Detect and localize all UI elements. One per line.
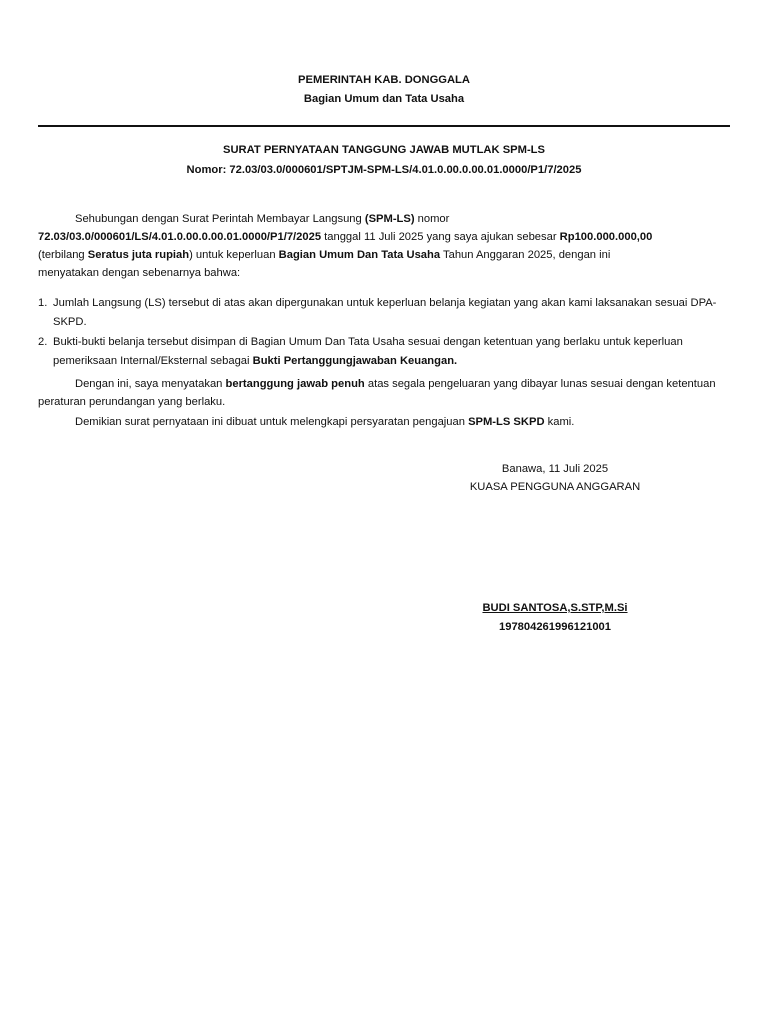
signature-role: KUASA PENGGUNA ANGGARAN [469, 481, 641, 493]
paragraph-intro [38, 210, 730, 282]
list-item: 2. Bukti-bukti belanja tersebut disimpan di Bagian Umum Dan Tata Usaha sesuai dengan ketentuan yang berlaku untuk keperluan pemeriksaan Internal/Eksternal sebagai Bukti Pertanggungjawaban Keuangan. [38, 336, 683, 367]
header-divider [38, 125, 730, 127]
intro-line-4: menyatakan dengan sebenarnya bahwa: [38, 267, 241, 279]
intro-line-1: Sehubungan dengan Surat Perintah Membayar Langsung (SPM-LS) nomor [75, 213, 450, 225]
intro-line-3: (terbilang Seratus juta rupiah) untuk keperluan Bagian Umum Dan Tata Usaha Tahun Anggaran 2025, dengan ini [38, 249, 611, 261]
intro-line-2: 72.03/03.0/000601/LS/4.01.0.00.0.00.01.0000/P1/7/2025 tanggal 11 Juli 2025 yang saya ajukan sebesar Rp100.000.000,00 [38, 231, 653, 243]
document-number: Nomor: 72.03/03.0/000601/SPTJM-SPM-LS/4.01.0.00.0.00.01.0000/P1/7/2025 [186, 164, 582, 176]
unit-name: Bagian Umum Dan Tata Usaha [278, 249, 441, 261]
amount-words: Seratus juta rupiah [87, 249, 190, 261]
spm-number: 72.03/03.0/000601/LS/4.01.0.00.0.00.01.0000/P1/7/2025 [38, 231, 322, 243]
paragraph-closing: Demikian surat pernyataan ini dibuat untuk melengkapi persyaratan pengajuan SPM-LS SKPD kami. [75, 416, 575, 428]
amount: Rp100.000.000,00 [559, 231, 653, 243]
list-item: 1. Jumlah Langsung (LS) tersebut di atas akan dipergunakan untuk keperluan belanja kegiatan yang akan kami laksanakan sesuai DPA-SKPD. [38, 297, 717, 328]
statement-list [38, 294, 730, 372]
header-department: Bagian Umum dan Tata Usaha [303, 93, 465, 105]
signature-place-date: Banawa, 11 Juli 2025 [501, 463, 609, 475]
header-government: PEMERINTAH KAB. DONGGALA [298, 74, 470, 86]
signatory-nip: 197804261996121001 [499, 621, 611, 633]
signatory-name: BUDI SANTOSA,S.STP,M.Si [482, 602, 628, 614]
document-title: SURAT PERNYATAAN TANGGUNG JAWAB MUTLAK SPM-LS [223, 144, 545, 156]
paragraph-responsibility: Dengan ini, saya menyatakan bertanggung jawab penuh atas segala pengeluaran yang dibayar lunas sesuai dengan ketentuan peraturan perundangan yang berlaku. [38, 378, 716, 408]
